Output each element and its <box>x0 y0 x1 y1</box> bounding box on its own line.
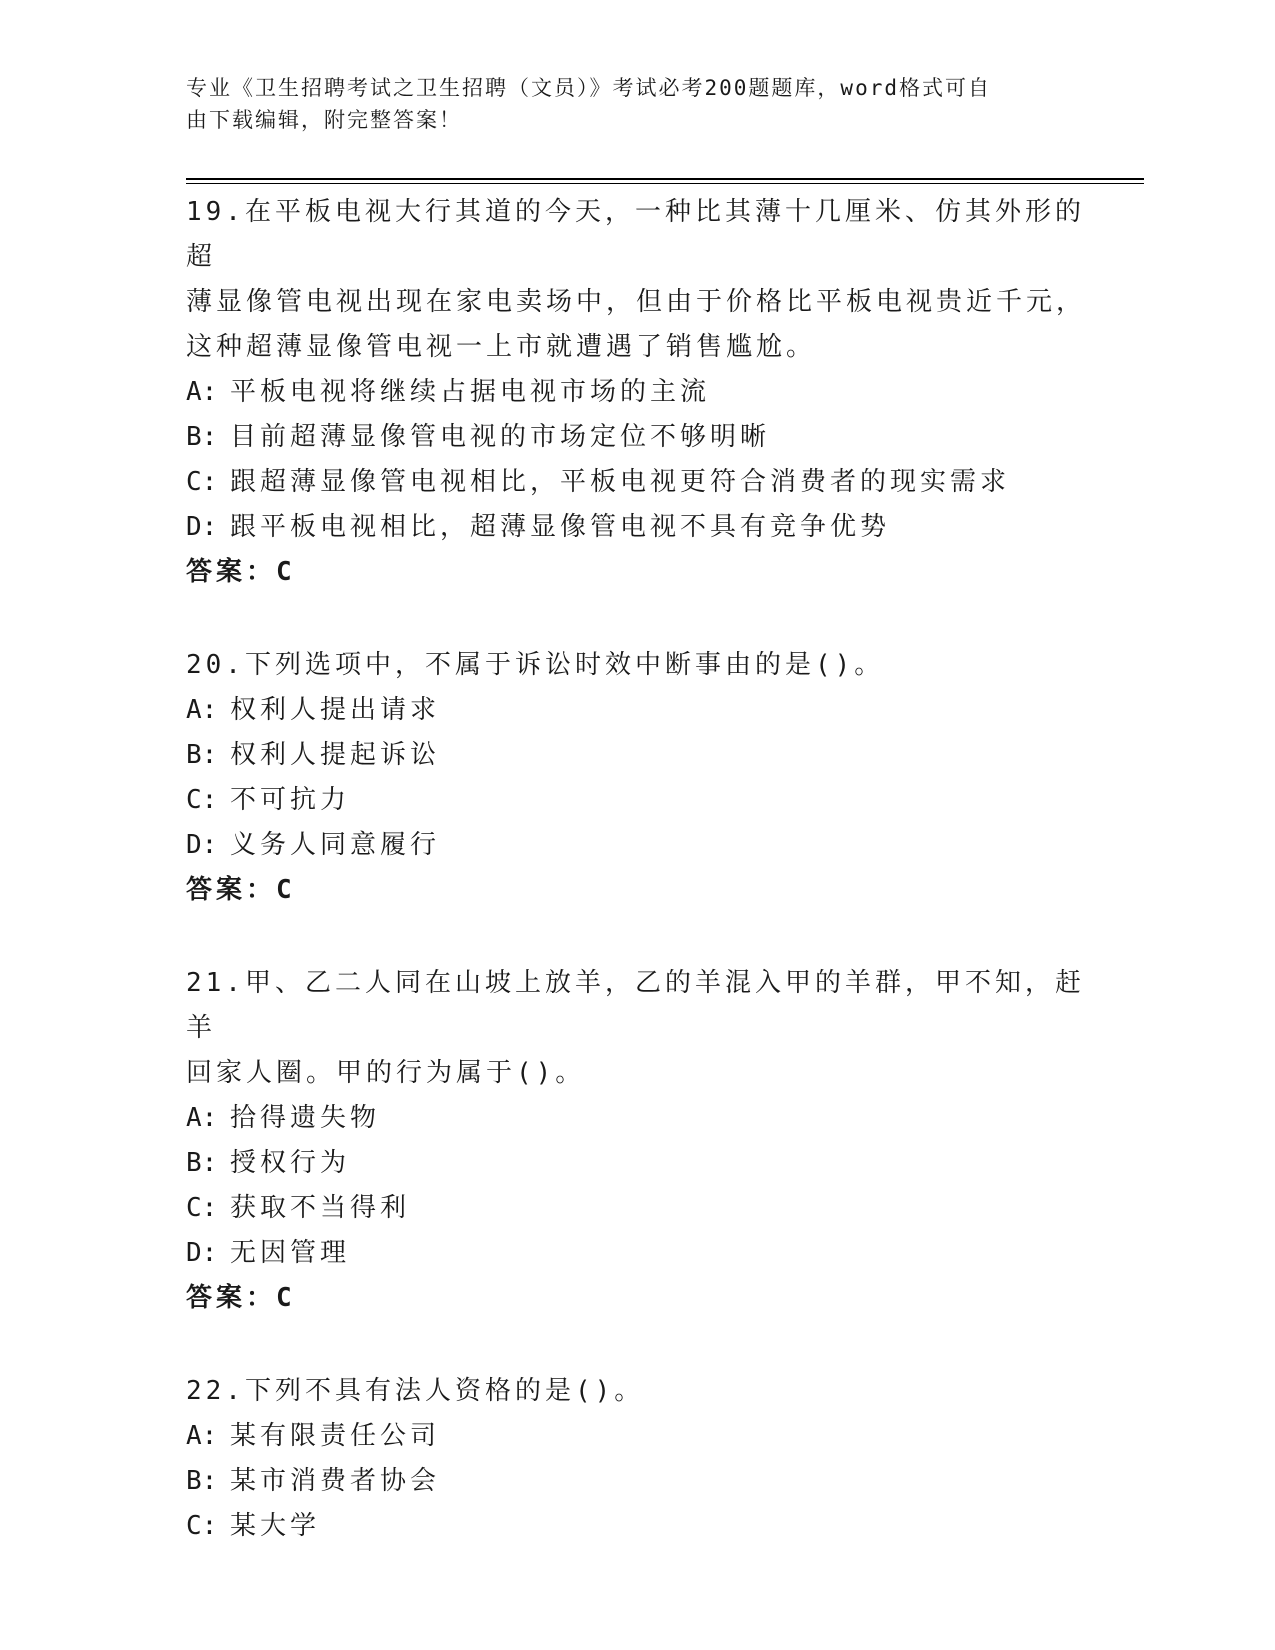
answer-option <box>186 733 1086 778</box>
answer-option <box>186 370 1086 415</box>
question-block <box>186 961 1086 1321</box>
question-stem: 回家人圈。甲的行为属于()。 <box>186 1058 586 1088</box>
answer-option <box>186 505 1086 550</box>
option-text: 权利人提起诉讼 <box>230 740 441 770</box>
option-letter: B: <box>186 740 218 770</box>
option-text: 目前超薄显像管电视的市场定位不够明晰 <box>230 422 771 452</box>
option-text: 拾得遗失物 <box>230 1103 381 1133</box>
option-text: 跟平板电视相比，超薄显像管电视不具有竞争优势 <box>230 512 891 542</box>
option-letter: B: <box>186 1466 218 1496</box>
option-letter: A: <box>186 695 218 725</box>
header-line: 专业《卫生招聘考试之卫生招聘（文员）》考试必考200题题库，word格式可自 <box>186 76 991 100</box>
question-block <box>186 1369 1086 1549</box>
question-stem: 这种超薄显像管电视一上市就遭遇了销售尴尬。 <box>186 332 817 362</box>
option-text: 跟超薄显像管电视相比，平板电视更符合消费者的现实需求 <box>230 467 1011 497</box>
option-letter: A: <box>186 1421 218 1451</box>
answer-option <box>186 1231 1086 1276</box>
option-text: 某市消费者协会 <box>230 1466 441 1496</box>
option-text: 平板电视将继续占据电视市场的主流 <box>230 377 711 407</box>
question-stem: 19.在平板电视大行其道的今天，一种比其薄十几厘米、仿其外形的超 <box>186 197 1085 272</box>
question-block <box>186 643 1086 913</box>
header-divider-thick <box>186 178 1144 180</box>
option-letter: D: <box>186 512 218 542</box>
option-letter: B: <box>186 1148 218 1178</box>
question-stem: 22.下列不具有法人资格的是()。 <box>186 1376 645 1406</box>
option-text: 不可抗力 <box>230 785 351 815</box>
option-text: 授权行为 <box>230 1148 351 1178</box>
option-letter: A: <box>186 1103 218 1133</box>
option-text: 义务人同意履行 <box>230 830 441 860</box>
document-header <box>186 72 1066 136</box>
answer-key: 答案：C <box>186 1283 296 1313</box>
answer-option <box>186 1414 1086 1459</box>
question-stem: 21.甲、乙二人同在山坡上放羊，乙的羊混入甲的羊群，甲不知，赶羊 <box>186 968 1085 1043</box>
answer-option <box>186 460 1086 505</box>
option-text: 某有限责任公司 <box>230 1421 441 1451</box>
option-letter: A: <box>186 377 218 407</box>
question-stem: 20.下列选项中，不属于诉讼时效中断事由的是()。 <box>186 650 885 680</box>
question-list <box>186 190 1086 1597</box>
header-line: 由下载编辑，附完整答案！ <box>186 108 462 132</box>
answer-option <box>186 415 1086 460</box>
question-block <box>186 190 1086 595</box>
answer-option <box>186 1096 1086 1141</box>
option-text: 获取不当得利 <box>230 1193 411 1223</box>
option-letter: D: <box>186 1238 218 1268</box>
option-text: 权利人提出请求 <box>230 695 441 725</box>
option-letter: C: <box>186 1193 218 1223</box>
answer-key: 答案：C <box>186 875 296 905</box>
header-divider-thin <box>186 183 1144 184</box>
answer-key: 答案：C <box>186 557 296 587</box>
answer-option <box>186 688 1086 733</box>
option-letter: B: <box>186 422 218 452</box>
question-stem: 薄显像管电视出现在家电卖场中，但由于价格比平板电视贵近千元， <box>186 287 1087 317</box>
option-letter: C: <box>186 467 218 497</box>
answer-option <box>186 1141 1086 1186</box>
answer-option <box>186 1504 1086 1549</box>
answer-option <box>186 1459 1086 1504</box>
option-text: 无因管理 <box>230 1238 351 1268</box>
option-letter: C: <box>186 785 218 815</box>
option-letter: D: <box>186 830 218 860</box>
answer-option <box>186 1186 1086 1231</box>
answer-option <box>186 823 1086 868</box>
option-letter: C: <box>186 1511 218 1541</box>
answer-option <box>186 778 1086 823</box>
option-text: 某大学 <box>230 1511 321 1541</box>
